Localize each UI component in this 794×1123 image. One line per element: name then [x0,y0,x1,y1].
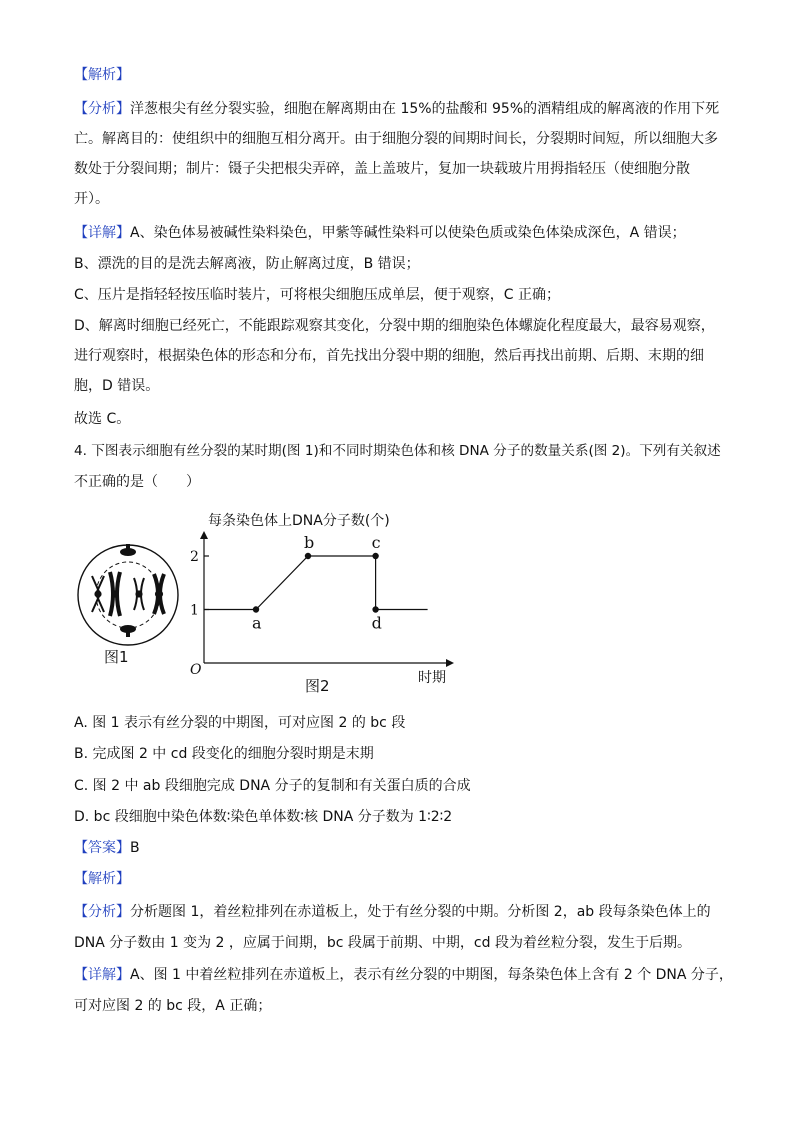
question-4-stem-line-2: 不正确的是（ ） [74,474,200,490]
point-label-b: b [304,533,315,552]
chart-ticks [190,549,209,619]
xiangjie-line-d3: 胞，D 错误。 [74,378,160,394]
fenxi-paragraph-line-3: 数处于分裂间期；制片：镊子尖把根尖弄碎，盖上盖玻片，复加一块载玻片用拇指轻压（使细胞分散 [74,161,690,177]
chart-points [252,533,382,633]
option-d: D. bc 段细胞中染色体数∶染色单体数∶核 DNA 分子数为 1∶2∶2 [74,809,453,825]
x-axis-arrow [446,659,454,667]
point-label-a: a [252,613,262,633]
chart-axes [200,531,454,667]
figure-1-cell-diagram [74,538,180,670]
y-axis-arrow [200,531,208,539]
xiangjie-label: 【详解】 [74,225,130,241]
fenxi-paragraph-line-1 [74,99,719,119]
data-point-c [372,553,378,559]
answer-choice-line: 故选 C。 [74,411,131,427]
q4-fenxi-line-2: DNA 分子数由 1 变为 2 ，应属于间期，bc 段属于前期、中期，cd 段为着丝粒分裂，发生于后期。 [74,935,691,951]
option-b: B. 完成图 2 中 cd 段变化的细胞分裂时期是末期 [74,746,374,762]
figure-2-chart [180,505,470,700]
chart-xlabel: 时期 [418,670,446,686]
figure-1-caption: 图1 [104,648,129,666]
fenxi-paragraph-line-4: 开）。 [74,191,109,207]
chromosomes [92,572,164,616]
data-point-d [372,606,378,612]
option-a: A. 图 1 表示有丝分裂的中期图，可对应图 2 的 bc 段 [74,715,406,731]
q4-fenxi-line-1 [74,902,711,922]
fenxi-paragraph-line-2: 亡。解离目的：使组织中的细胞互相分离开。由于细胞分裂的间期时间长，分裂期时间短，所以细胞大多 [74,131,718,147]
point-label-d: d [371,613,382,633]
q4-xiangjie-line-2: 可对应图 2 的 bc 段，A 正确； [74,998,272,1014]
chart-series [204,556,428,610]
chart-origin-label: O [190,662,202,678]
data-point-b [305,553,311,559]
data-point-a [253,606,259,612]
figure-2-caption: 图2 [305,677,330,695]
series-line [204,556,428,610]
spindle-outline [96,562,160,628]
q4-xiangjie-line-1 [74,965,733,985]
q4-fenxi-label: 【分析】 [74,904,130,920]
xiangjie-line-d1: D、解离时细胞已经死亡，不能跟踪观察其变化，分裂中期的细胞染色体螺旋化程度最大，最容易观察， [74,318,715,334]
y-tick-label: 2 [190,549,199,565]
point-label-c: c [371,533,381,552]
y-tick-label: 1 [190,602,199,619]
q4-fenxi-text: 分析题图 1，着丝粒排列在赤道板上，处于有丝分裂的中期。分析图 2，ab 段每条染色体上的 [130,904,711,920]
xiangjie-line-c: C、压片是指轻轻按压临时装片，可将根尖细胞压成单层，便于观察，C 正确； [74,287,560,303]
answer-value: B [130,840,140,856]
answer-label: 【答案】 [74,840,130,856]
q4-xiangjie-label: 【详解】 [74,967,130,983]
q4-xiangjie-text: A、图 1 中着丝粒排列在赤道板上，表示有丝分裂的中期图，每条染色体上含有 2 个 DNA 分子， [130,967,733,983]
chart-ylabel: 每条染色体上DNA分子数(个) [208,513,390,529]
option-c: C. 图 2 中 ab 段细胞完成 DNA 分子的复制和有关蛋白质的合成 [74,778,471,794]
jiexi-heading-2: 【解析】 [74,871,130,887]
xiangjie-text: A、染色体易被碱性染料染色，甲紫等碱性染料可以使染色质或染色体染成深色，A 错误； [130,225,686,241]
answer-line [74,838,140,858]
centrosome-bottom [120,625,136,637]
xiangjie-line-b: B、漂洗的目的是洗去解离液，防止解离过度，B 错误； [74,256,420,272]
question-4-stem-line-1: 4. 下图表示细胞有丝分裂的某时期(图 1)和不同时期染色体和核 DNA 分子的数量关系(图 2)。下列有关叙述 [74,443,721,459]
xiangjie-paragraph-line-1 [74,223,686,243]
xiangjie-line-d2: 进行观察时，根据染色体的形态和分布，首先找出分裂中期的细胞，然后再找出前期、后期、末期的细 [74,348,704,364]
fenxi-label: 【分析】 [74,101,130,117]
jiexi-heading-1: 【解析】 [74,67,130,83]
fenxi-text: 洋葱根尖有丝分裂实验，细胞在解离期由在 15%的盐酸和 95%的酒精组成的解离液的作用下死 [130,101,720,117]
